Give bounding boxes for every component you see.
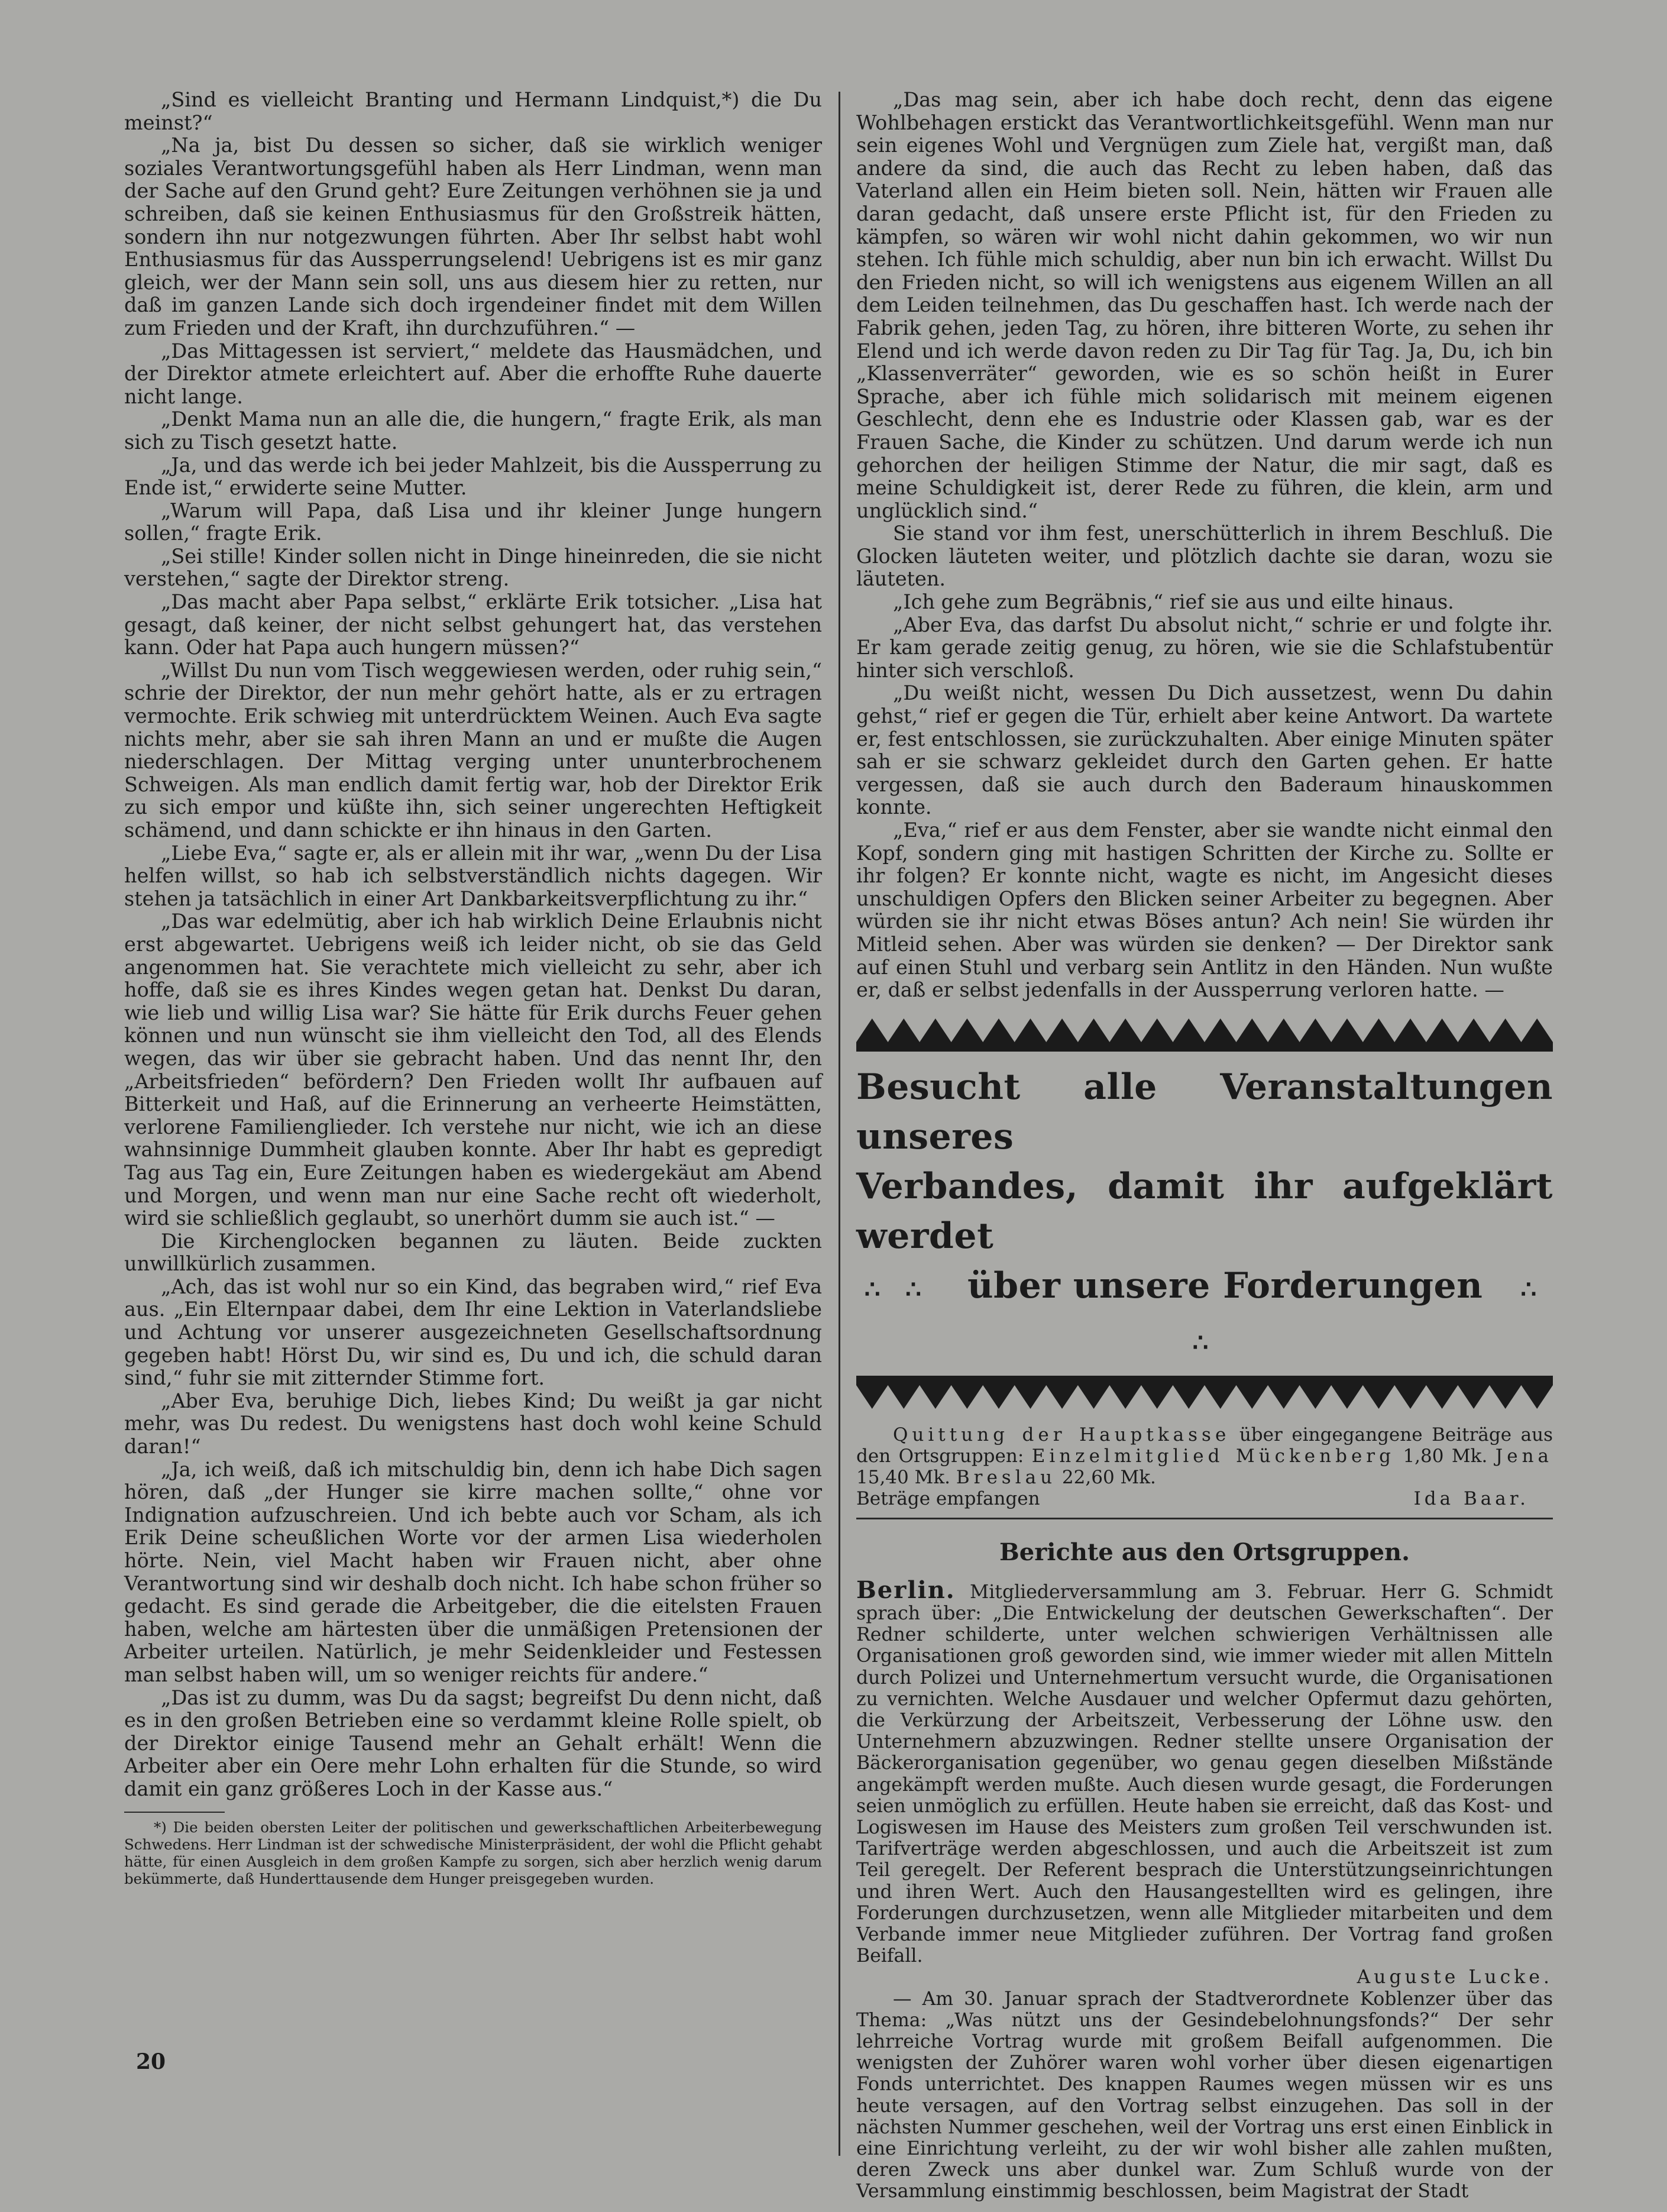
receipt-entry-name: Jena: [1495, 1445, 1553, 1467]
page-number: 20: [136, 2049, 166, 2074]
story-paragraph: „Ich gehe zum Begräbnis,“ rief sie aus und eilte hinaus.: [893, 590, 1454, 614]
story-paragraph: „Warum will Papa, daß Lisa und ihr kleiner Junge hungern sollen,“ fragte Erik.: [124, 499, 822, 545]
banner-line-3-text: über unsere Forderungen: [967, 1265, 1483, 1306]
story-paragraph: „Das Mittagessen ist serviert,“ meldete das Hausmädchen, und der Direktor atmete erleichtert auf. Aber die erhoffte Ruhe dauerte nicht lange.: [124, 339, 822, 408]
story-paragraph: „Das war edelmütig, aber ich hab wirklich Deine Erlaubnis nicht erst abgewartet. Uebrigens weiß ich leider nicht, ob sie das Geld angenommen hat. Sie verachtete mich vielleicht zu sehr, aber ich hoffe, daß sie es ihres Kindes wegen getan hat. Denkst Du daran, wie lieb und willig Lisa war? Sie hätte für Erik durchs Feuer gehen können und nun wünscht sie ihm vielleicht den Tod, all des Elends wegen, das wir über sie gebracht haben. Und das nennt Ihr, den „Arbeitsfrieden“ befördern? Den Frieden wollt Ihr aufbauen auf Bitterkeit und Haß, auf die Erinnerung an verheerte Heimstätten, verlorene Familienglieder. Ich verstehe nur nicht, wie ich an diese wahnsinnige Dummheit glauben konnte. Aber Ihr habt es gepredigt Tag aus Tag ein, Eure Zeitungen haben es wiedergekäut am Abend und Morgen, und wenn man nur eine Sache recht oft wiederholt, wird sie schließlich geglaubt, so unerhört dumm sie auch ist.“ —: [124, 910, 822, 1230]
report-paragraph: [856, 1576, 1553, 1967]
right-column: [856, 89, 1553, 2203]
story-paragraph: „Sind es vielleicht Branting und Hermann Lindquist,*) die Du meinst?“: [124, 88, 822, 134]
zigzag-border-top: [856, 1016, 1553, 1052]
decorative-dots-left: ∴ ∴: [864, 1274, 930, 1304]
zigzag-border-bottom: [856, 1376, 1553, 1411]
story-paragraph: „Aber Eva, das darfst Du absolut nicht,“ schrie er und folgte ihr. Er kam gerade zeitig genug, zu hören, wie sie die Schlafstubentür hinter sich verschloß.: [856, 613, 1553, 682]
report-paragraph: — Am 30. Januar sprach der Stadtverordnete Koblenzer über das Thema: „Was nützt uns der Gesindebelohnungsfonds?“ Der sehr lehrreiche Vortrag wurde mit großem Beifall aufgenommen. Die wenigsten der Zuhörer waren wohl vorher über diesen eigenartigen Fonds unterrichtet. Des knappen Raumes wegen müssen wir es uns heute versagen, auf den Vortrag selbst einzugehen. Das soll in der nächsten Nummer geschehen, weil der Vortrag uns erst einen Einblick in eine Einrichtung verleiht, zu der wir wohl bisher alle zahlen mußten, deren Zweck uns aber dunkel war. Zum Schluß wurde von der Versammlung einstimmig beschlossen, beim Magistrat der Stadt: [856, 1988, 1553, 2203]
story-paragraph: „Das ist zu dumm, was Du da sagst; begreifst Du denn nicht, daß es in den großen Betrieben eine so verdammt kleine Rolle spielt, ob der Direktor einige Tausend mehr an Gehalt erhält! Wenn die Arbeiter aber ein Oere mehr Lohn erhalten für die Stunde, so wird damit ein ganz größeres Loch in der Kasse aus.“: [124, 1686, 822, 1800]
story-paragraph: „Eva,“ rief er aus dem Fenster, aber sie wandte nicht einmal den Kopf, sondern ging mit hastigen Schritten der Kirche zu. Sollte er ihr folgen? Er konnte nicht, wagte es nicht, im Angesicht dieses unschuldigen Opfers den Blicken seiner Arbeiter zu begegnen. Aber würden sie ihr nicht etwas Böses antun? Ach nein! Sie würden ihr Mitleid sehen. Aber was würden sie denken? — Der Direktor sank auf einen Stuhl und verbarg sein Antlitz in den Händen. Nun wußte er, daß er selbst jedenfalls in der Aussperrung verloren hatte. —: [856, 819, 1553, 1002]
footnote: [124, 1819, 822, 1887]
report-text: Mitgliederversammlung am 3. Februar. Herr G. Schmidt sprach über: „Die Entwickelung der deutschen Gewerkschaften“. Der Redner schilderte, unter welchen schwierigen Verhältnissen alle Organisationen groß geworden sind, wie immer wieder mit allen Mitteln durch Polizei und Unternehmertum versucht wurde, die Organisationen zu vernichten. Welche Ausdauer und welcher Opfermut dazu gehörten, die Verkürzung der Arbeitszeit, Verbesserung der Löhne usw. den Unternehmern abzuzwingen. Redner stellte unsere Organisation der Bäckerorganisation gegenüber, wo genau gegen dieselben Mißstände angekämpft werden mußte. Auch diesen wurde gesagt, die Forderungen seien unmöglich zu erfüllen. Heute haben sie erreicht, daß das Kost- und Logiswesen im Hause des Meisters zum großen Teil verschwunden ist. Tarifverträge werden abgeschlossen, und auch die Arbeitszeit ist zum Teil geregelt. Der Referent besprach die Unterstützungseinrichtungen und ihren Wert. Auch den Hausangestellten wird es gelingen, ihre Forderungen durchzusetzen, wenn alle Mitglieder mitarbeiten und dem Verbande immer neue Mitglieder zuführen. Der Vortrag fand großen Beifall.: [856, 1581, 1553, 1967]
story-paragraph: „Du weißt nicht, wessen Du Dich aussetzest, wenn Du dahin gehst,“ rief er gegen die Tür, erhielt aber keine Antwort. Da wartete er, fest entschlossen, sie zurückzuhalten. Aber einige Minuten später sah er sie schwarz gekleidet durch den Garten gehen. Er hatte vergessen, daß sie auch durch den Baderaum hinauskommen konnte.: [856, 681, 1553, 819]
story-paragraph: „Ja, ich weiß, daß ich mitschuldig bin, denn ich habe Dich sagen hören, daß „der Hunger sie kirre machen sollte,“ ohne vor Indignation aufzuschreien. Und ich bebte auch vor Scham, als ich Erik Deine scheußlichen Worte vor der armen Lisa wiederholen hörte. Nein, viel Macht haben wir Frauen nicht, aber ohne Verantwortung sind wir deshalb doch nicht. Ich habe schon früher so gedacht. Es sind gerade die Arbeitgeber, die die eitelsten Frauen haben, welche am härtesten über die unmäßigen Pretensionen der Arbeiter urteilen. Natürlich, je mehr Seidenkleider und Festessen man selbst haben will, um so weniger reichts für andere.“: [124, 1457, 822, 1686]
story-paragraph: Sie stand vor ihm fest, unerschütterlich in ihrem Beschluß. Die Glocken läuteten weiter, und plötzlich dachte sie daran, wozu sie läuteten.: [856, 522, 1553, 591]
story-paragraph: „Das macht aber Papa selbst,“ erklärte Erik totsicher. „Lisa hat gesagt, daß keiner, der nicht selbst gehungert hat, das verstehen kann. Oder hat Papa auch hungern müssen?“: [124, 590, 822, 659]
receipt-entry-name: Einzelmitglied Mückenberg: [1031, 1445, 1395, 1467]
story-paragraph: „Ja, und das werde ich bei jeder Mahlzeit, bis die Aussperrung zu Ende ist,“ erwiderte seine Mutter.: [124, 453, 822, 500]
left-column: [124, 89, 822, 1887]
receipt-received: Beträge empfangen: [856, 1487, 1040, 1509]
report-signature: Auguste Lucke.: [1357, 1967, 1553, 1988]
receipt-entry-value: 22,60 Mk.: [1061, 1466, 1156, 1488]
receipt-entry-name: Breslau: [956, 1466, 1057, 1488]
footnote-text: *) Die beiden obersten Leiter der politischen und gewerkschaftlichen Arbeiterbewegung Schwedens. Herr Lindman ist der schwedische Ministerpräsident, der wohl die Pflicht gehabt hätte, für einen Ausgleich in dem großen Kampfe zu sorgen, sich aber herzlich wenig darum bekümmerte, daß Hunderttausende dem Hunger preisgegeben wurden.: [124, 1818, 822, 1887]
banner-line-1: Besucht alle Veranstaltungen unseres: [856, 1066, 1553, 1157]
receipt-footer: [856, 1488, 1553, 1509]
column-divider: [839, 92, 840, 2156]
announcement-banner: [856, 1016, 1553, 1411]
receipt-lead: Quittung der Hauptkasse: [893, 1424, 1231, 1445]
receipt-entry-value: 15,40 Mk.: [856, 1466, 950, 1488]
story-paragraph: „Das mag sein, aber ich habe doch recht, denn das eigene Wohlbehagen erstickt das Verantwortlichkeitsgefühl. Wenn man nur sein eigenes Wohl und Vergnügen zum Ziele hat, vergißt man, daß andere da sind, die auch das Recht zu leben haben, daß das Vaterland allen ein Heim bieten soll. Nein, hätten wir Frauen alle daran gedacht, daß unsere erste Pflicht ist, für den Frieden zu kämpfen, so wären wir wohl nicht dahin gekommen, wo wir nun stehen. Ich fühle mich schuldig, aber nun bin ich erwacht. Willst Du den Frieden nicht, so will ich wenigstens aus eigenem Willen an all dem Leiden teilnehmen, das Du geschaffen hast. Ich werde nach der Fabrik gehen, jeden Tag, zu hören, ihre bitteren Worte, zu sehen ihr Elend und ich werde davon reden zu Dir Tag für Tag. Ja, Du, ich bin „Klassenverräter“ geworden, wie es so schön heißt in Eurer Sprache, aber ich fühle mich solidarisch mit meinem eigenen Geschlecht, denn ehe es Industrie oder Klassen gab, war es der Frauen Sache, die Kinder zu schützen. Und darum werde ich nun gehorchen der heiligen Stimme der Natur, die mir sagt, daß es meine Schuldigkeit ist, derer Rede zu führen, die klein, arm und unglücklich sind.“: [856, 88, 1553, 522]
receipt-text: über eingegangene Beiträge aus den Ortsgruppen:: [856, 1424, 1553, 1467]
receipt-signature: Ida Baar.: [1413, 1487, 1529, 1509]
receipt-notice: [856, 1424, 1553, 1509]
report-berlin: [856, 1576, 1553, 2203]
section-rule: [856, 1518, 1553, 1519]
story-paragraph: „Na ja, bist Du dessen so sicher, daß sie wirklich weniger soziales Verantwortungsgefühl haben als Herr Lindman, wenn man der Sache auf den Grund geht? Eure Zeitungen verhöhnen sie ja und schreiben, daß sie keinen Enthusiasmus für den Großstreik hätten, sondern ihn nur notgezwungen führten. Aber Ihr selbst habt wohl Enthusiasmus für das Aussperrungselend! Uebrigens ist es mir ganz gleich, wer der Mann sein soll, uns aus diesem hier zu retten, nur daß im ganzen Lande sich doch irgendeiner findet mit dem Willen zum Frieden und der Kraft, ihn durchzuführen.“ —: [124, 134, 822, 339]
receipt-entry-value: 1,80 Mk.: [1403, 1445, 1488, 1467]
banner-line-3: [856, 1261, 1553, 1367]
banner-text: [856, 1062, 1553, 1367]
story-paragraph: „Willst Du nun vom Tisch weggewiesen werden, oder ruhig sein,“ schrie der Direktor, der nun mehr gehört hatte, als er zu ertragen vermochte. Erik schwieg mit unterdrücktem Weinen. Auch Eva sagte nichts mehr, aber sie sah ihren Mann an und er mußte die Augen niederschlagen. Der Mittag verging unter ununterbrochenem Schweigen. Als man endlich damit fertig war, hob der Direktor Erik zu sich empor und küßte ihn, sich seiner ungerechten Heftigkeit schämend, und dann schickte er ihn hinaus in den Garten.: [124, 658, 822, 842]
story-paragraph: „Ach, das ist wohl nur so ein Kind, das begraben wird,“ rief Eva aus. „Ein Elternpaar dabei, dem Ihr eine Lektion in Vaterlandsliebe und Achtung vor unserer ausgezeichneten Gesellschaftsordnung gegeben habt! Hörst Du, wir sind es, Du und ich, die schuld daran sind,“ fuhr sie mit zitternder Stimme fort.: [124, 1275, 822, 1390]
report-city: Berlin.: [856, 1576, 956, 1604]
story-paragraph: Die Kirchenglocken begannen zu läuten. Beide zuckten unwillkürlich zusammen.: [124, 1229, 822, 1276]
footnote-rule: [124, 1812, 225, 1813]
story-paragraph: „Sei stille! Kinder sollen nicht in Dinge hineinreden, die sie nicht verstehen,“ sagte der Direktor streng.: [124, 544, 822, 591]
story-paragraph: „Denkt Mama nun an alle die, die hungern,“ fragte Erik, als man sich zu Tisch gesetzt hatte.: [124, 408, 822, 454]
story-paragraph: „Aber Eva, beruhige Dich, liebes Kind; Du weißt ja gar nicht mehr, was Du redest. Du wenigstens hast doch wohl keine Schuld daran!“: [124, 1389, 822, 1459]
banner-line-2: Verbandes, damit ihr aufgeklärt werdet: [856, 1165, 1553, 1257]
story-paragraph: „Liebe Eva,“ sagte er, als er allein mit ihr war, „wenn Du der Lisa helfen willst, so hab ich selbstverständlich nichts dagegen. Wir stehen ja tatsächlich in einer Art Dankbarkeitsverpflichtung zu ihr.“: [124, 841, 822, 910]
section-title: Berichte aus den Ortsgruppen.: [999, 1538, 1410, 1566]
decorative-dots-right: ∴ ∴: [1192, 1274, 1545, 1357]
